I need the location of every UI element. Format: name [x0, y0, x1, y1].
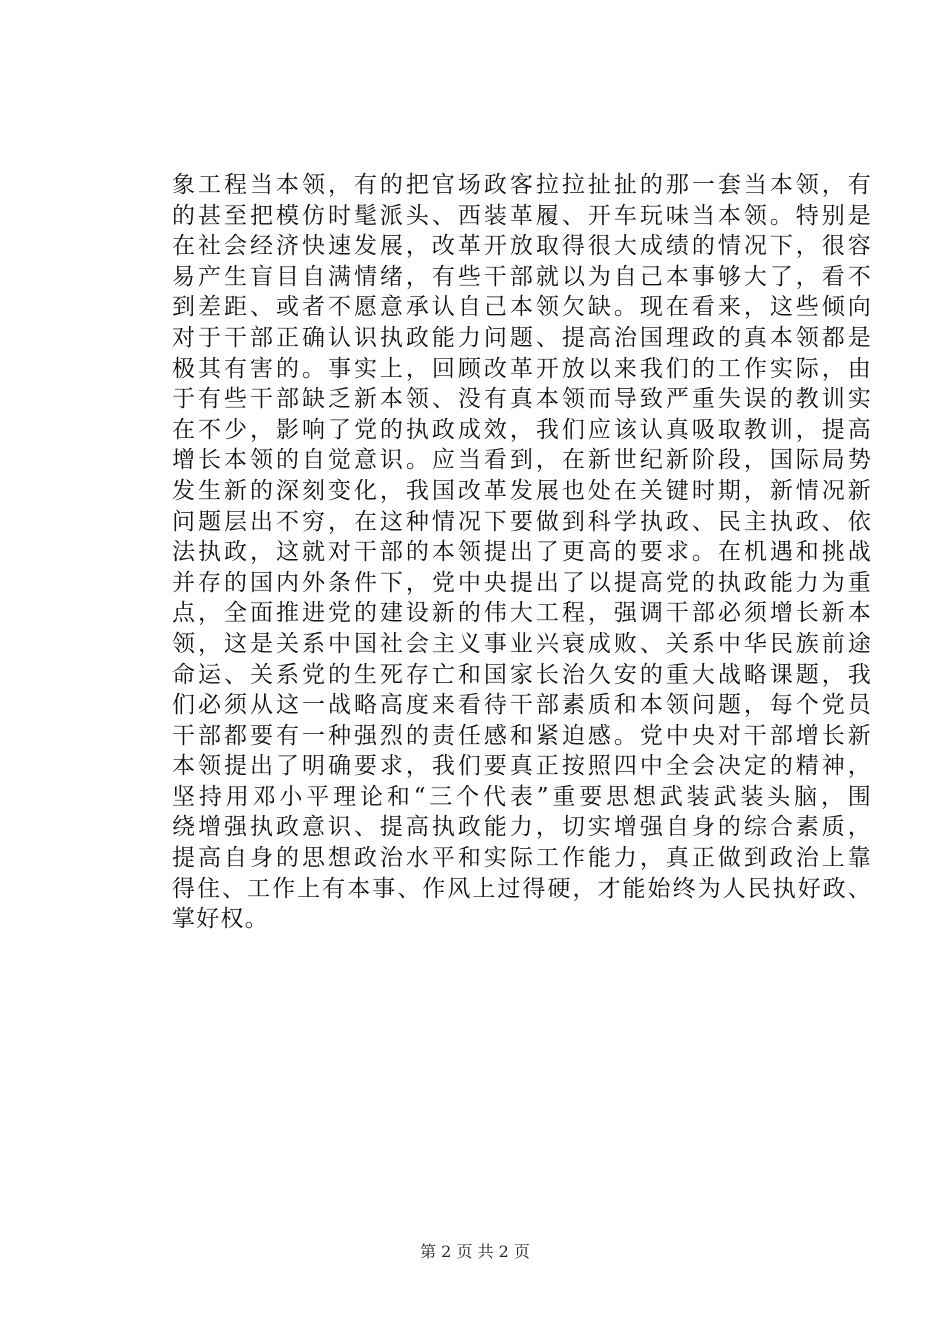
text-line: 问题层出不穷，在这种情况下要做到科学执政、民主执政、依 — [172, 508, 872, 535]
text-line: 得住、工作上有本事、作风上过得硬，才能始终为人民执好政、 — [172, 875, 872, 902]
text-line: 干部都要有一种强烈的责任感和紧迫感。党中央对干部增长新 — [172, 722, 872, 749]
text-line: 点，全面推进党的建设新的伟大工程，强调干部必须增长新本 — [172, 600, 872, 627]
page-footer: 第 2 页 共 2 页 — [420, 1242, 530, 1261]
text-line: 到差距、或者不愿意承认自己本领欠缺。现在看来，这些倾向 — [172, 294, 872, 321]
text-line: 对于干部正确认识执政能力问题、提高治国理政的真本领都是 — [172, 324, 872, 351]
text-line: 并存的国内外条件下，党中央提出了以提高党的执政能力为重 — [172, 569, 872, 596]
text-line: 法执政，这就对干部的本领提出了更高的要求。在机遇和挑战 — [172, 539, 872, 566]
text-line: 坚持用邓小平理论和“三个代表”重要思想武装武装头脑，围 — [172, 783, 872, 810]
text-line: 在不少，影响了党的执政成效，我们应该认真吸取教训，提高 — [172, 416, 872, 443]
text-line: 们必须从这一战略高度来看待干部素质和本领问题，每个党员 — [172, 692, 872, 719]
text-line: 命运、关系党的生死存亡和国家长治久安的重大战略课题，我 — [172, 661, 872, 688]
text-line: 本领提出了明确要求，我们要真正按照四中全会决定的精神， — [172, 753, 872, 780]
text-line: 的甚至把模仿时髦派头、西装革履、开车玩味当本领。特别是 — [172, 202, 872, 229]
text-line: 提高自身的思想政治水平和实际工作能力，真正做到政治上靠 — [172, 845, 872, 872]
text-line: 领，这是关系中国社会主义事业兴衰成败、关系中华民族前途 — [172, 630, 872, 657]
text-line: 易产生盲目自满情绪，有些干部就以为自己本事够大了，看不 — [172, 263, 872, 290]
text-line: 发生新的深刻变化，我国改革发展也处在关键时期，新情况新 — [172, 477, 872, 504]
text-line: 于有些干部缺乏新本领、没有真本领而导致严重失误的教训实 — [172, 386, 872, 413]
text-line: 极其有害的。事实上，回顾改革开放以来我们的工作实际，由 — [172, 355, 872, 382]
text-line: 增长本领的自觉意识。应当看到，在新世纪新阶段，国际局势 — [172, 447, 872, 474]
body-paragraph — [172, 170, 872, 935]
text-line: 象工程当本领，有的把官场政客拉拉扯扯的那一套当本领，有 — [172, 172, 872, 198]
text-line: 掌好权。 — [172, 906, 269, 933]
text-line: 绕增强执政意识、提高执政能力，切实增强自身的综合素质， — [172, 814, 872, 841]
text-line: 在社会经济快速发展，改革开放取得很大成绩的情况下，很容 — [172, 233, 872, 260]
